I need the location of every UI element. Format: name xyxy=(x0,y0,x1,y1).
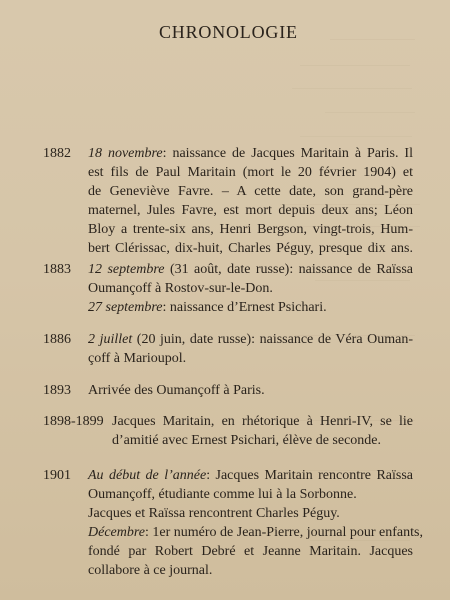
entry-line-text: : 1er numéro de Jean-Pierre, journal pour enfants, xyxy=(145,525,423,540)
entry-date: 18 novembre xyxy=(88,146,163,161)
entry-text xyxy=(88,260,413,317)
entry-line-text: (20 juin, date russe): naissance de Véra Ouman- xyxy=(132,332,413,347)
entry-line xyxy=(88,298,413,317)
entry-line xyxy=(88,144,413,163)
entry-text xyxy=(88,330,413,368)
entry-line: bert Clérissac, dix-huit, Charles Péguy, presque dix ans. xyxy=(88,241,413,256)
entry-line: est fils de Paul Maritain (mort le 20 février 1904) et xyxy=(88,165,413,180)
entry-text xyxy=(88,466,423,580)
entry-line xyxy=(88,330,413,349)
entry-line: Bloy a trente-six ans, Henri Bergson, vingt-trois, Hum- xyxy=(88,222,413,237)
entry-line: maternel, Jules Favre, est mort depuis deux ans; Léon xyxy=(88,203,413,218)
year-label: 1883 xyxy=(43,262,71,277)
entry-line: Jacques Maritain, en rhétorique à Henri-IV, se lie xyxy=(112,414,413,429)
entry-line xyxy=(88,260,413,279)
entry-line: d’amitié avec Ernest Psichari, élève de seconde. xyxy=(112,433,381,448)
entry-line: collabore à ce journal. xyxy=(88,563,213,578)
entry-line: çoff à Marioupol. xyxy=(88,351,187,366)
page-title: CHRONOLOGIE xyxy=(159,22,298,42)
entry-line-text: : naissance d’Ernest Psichari. xyxy=(162,300,327,315)
entry-date: 27 septembre xyxy=(88,300,163,315)
entry-line: Arrivée des Oumançoff à Paris. xyxy=(88,383,265,398)
entry-date: 12 septembre xyxy=(88,262,165,277)
entry-text xyxy=(88,144,413,258)
entry-line-text: : naissance de Jacques Maritain à Paris. Il xyxy=(162,146,413,161)
entry-date: Au début de l’année xyxy=(88,468,207,483)
year-label: 1901 xyxy=(43,468,71,483)
entry-line: Oumançoff à Rostov-sur-le-Don. xyxy=(88,281,273,296)
year-label: 1882 xyxy=(43,146,71,161)
year-label: 1893 xyxy=(43,383,71,398)
entry-line xyxy=(88,466,413,485)
entry-text xyxy=(112,412,413,450)
entry-line xyxy=(88,523,423,542)
entry-line: Jacques et Raïssa rencontrent Charles Péguy. xyxy=(88,506,340,521)
year-label: 1898-1899 xyxy=(43,414,104,429)
entry-date: Décembre xyxy=(88,525,146,540)
entry-line-text: (31 août, date russe): naissance de Raïssa xyxy=(164,262,413,277)
entry-text xyxy=(88,381,413,400)
entry-date: 2 juillet xyxy=(88,332,133,347)
entry-line: fondé par Robert Debré et Jeanne Maritain. Jacques xyxy=(88,544,413,559)
entry-line-text: : Jacques Maritain rencontre Raïssa xyxy=(206,468,413,483)
entry-line: Oumançoff, étudiante comme lui à la Sorbonne. xyxy=(88,487,357,502)
year-label: 1886 xyxy=(43,332,71,347)
entry-line: de Geneviève Favre. – A cette date, son grand-père xyxy=(88,184,413,199)
